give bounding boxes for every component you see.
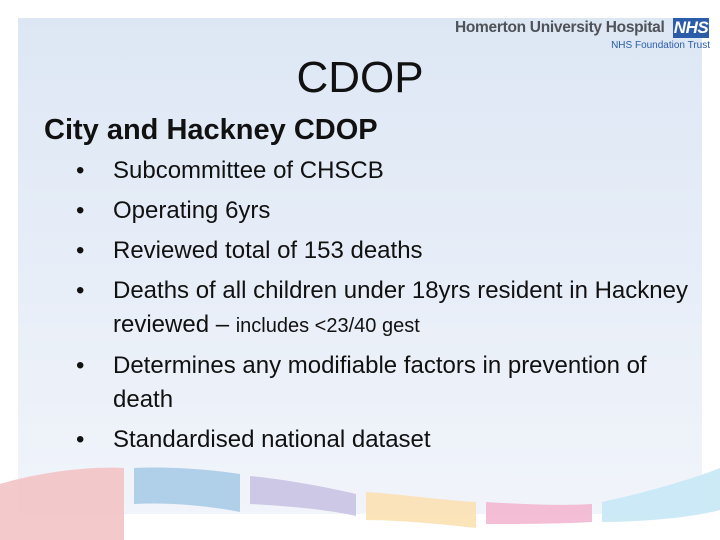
bullet-icon: • (76, 237, 85, 264)
slide-title: CDOP (296, 53, 424, 102)
bullet-text: Reviewed total of 153 deaths (113, 237, 423, 264)
bullet-item (70, 274, 690, 343)
logo-hospital-name: Homerton University Hospital (455, 19, 665, 36)
bullet-note: includes <23/40 gest (235, 315, 420, 337)
swoosh-magenta (486, 502, 592, 524)
logo-trust-name: NHS Foundation Trust (611, 40, 710, 51)
slide-subtitle: City and Hackney CDOP (44, 114, 378, 146)
swoosh-lightblue (602, 468, 720, 522)
bullet-icon: • (76, 157, 85, 184)
nhs-logo-box: NHS (673, 18, 709, 37)
bullet-text: Determines any modifiable factors in prevention of death (113, 352, 647, 413)
bullet-list (70, 154, 690, 457)
bullet-icon: • (76, 277, 85, 304)
bullet-icon: • (76, 197, 85, 224)
decorative-swoosh-band (0, 450, 720, 540)
bullet-text: Subcommittee of CHSCB (113, 157, 384, 184)
bullet-item (70, 234, 690, 268)
hospital-logo (450, 10, 712, 54)
bullet-text: Deaths of all children under 18yrs resident in Hackney reviewed – (113, 277, 688, 338)
bullet-icon: • (76, 426, 85, 453)
bullet-icon: • (76, 352, 85, 379)
swoosh-blue (134, 467, 240, 512)
swoosh-peach (366, 492, 476, 528)
bullet-text: Standardised national dataset (113, 426, 431, 453)
bullet-item (70, 349, 690, 417)
bullet-text: Operating 6yrs (113, 197, 271, 224)
swoosh-lavender (250, 476, 356, 516)
swoosh-pink (0, 468, 124, 540)
bullet-item (70, 154, 690, 188)
bullet-item (70, 194, 690, 228)
